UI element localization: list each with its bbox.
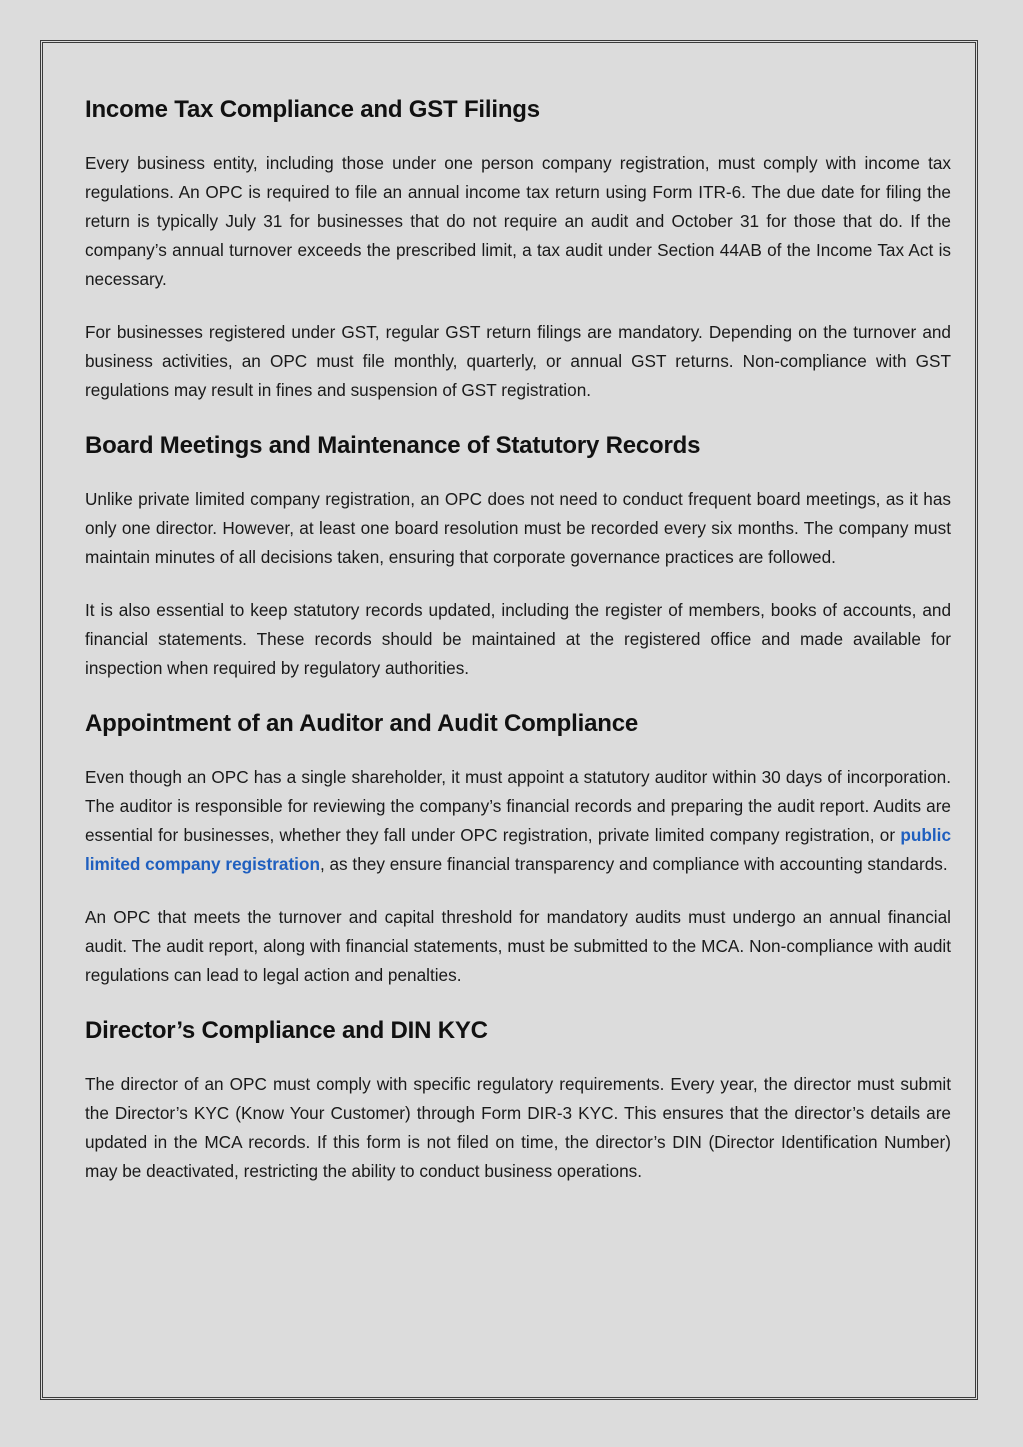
section-auditor [85,709,951,990]
section-heading: Board Meetings and Maintenance of Statutory Records [85,432,701,459]
section-heading: Appointment of an Auditor and Audit Compliance [85,710,638,737]
section-board-meetings [85,431,951,683]
paragraph-with-link [85,763,951,879]
paragraph-text: Even though an OPC has a single shareholder, it must appoint a statutory auditor within 30 days of incorporation. The auditor is responsible for reviewing the company’s financial records and preparing the audit report. Audits are essential for businesses, whether they fall under OPC registration, private limited company registration, or [85,767,951,845]
paragraph: It is also essential to keep statutory records updated, including the register of members, books of accounts, and financial statements. These records should be maintained at the registered office and made available for inspection when required by regulatory authorities. [85,600,951,678]
paragraph-text: , as they ensure financial transparency and compliance with accounting standards. [319,854,948,874]
paragraph: For businesses registered under GST, regular GST return filings are mandatory. Depending on the turnover and business activities, an OPC must file monthly, quarterly, or annual GST returns. Non-compliance with GST regulations may result in fines and suspension of GST registration. [85,322,951,400]
section-income-tax [85,95,951,405]
section-heading: Director’s Compliance and DIN KYC [85,1017,488,1044]
paragraph: Every business entity, including those under one person company registration, must comply with income tax regulations. An OPC is required to file an annual income tax return using Form ITR-6. The due date for filing the return is typically July 31 for businesses that do not require an audit and October 31 for those that do. If the company’s annual turnover exceeds the prescribed limit, a tax audit under Section 44AB of the Income Tax Act is necessary. [85,153,951,289]
paragraph: The director of an OPC must comply with specific regulatory requirements. Every year, the director must submit the Director’s KYC (Know Your Customer) through Form DIR-3 KYC. This ensures that the director’s details are updated in the MCA records. If this form is not filed on time, the director’s DIN (Director Identification Number) may be deactivated, restricting the ability to conduct business operations. [85,1074,951,1181]
document-body [85,95,951,1210]
paragraph: Unlike private limited company registration, an OPC does not need to conduct frequent board meetings, as it has only one director. However, at least one board resolution must be recorded every six months. The company must maintain minutes of all decisions taken, ensuring that corporate governance practices are followed. [85,489,951,567]
public-limited-company-registration-link[interactable]: public limited company registration [85,825,951,874]
paragraph: An OPC that meets the turnover and capital threshold for mandatory audits must undergo an annual financial audit. The audit report, along with financial statements, must be submitted to the MCA. Non-compliance with audit regulations can lead to legal action and penalties. [85,907,951,985]
section-heading: Income Tax Compliance and GST Filings [85,96,540,123]
section-director-compliance [85,1016,951,1186]
